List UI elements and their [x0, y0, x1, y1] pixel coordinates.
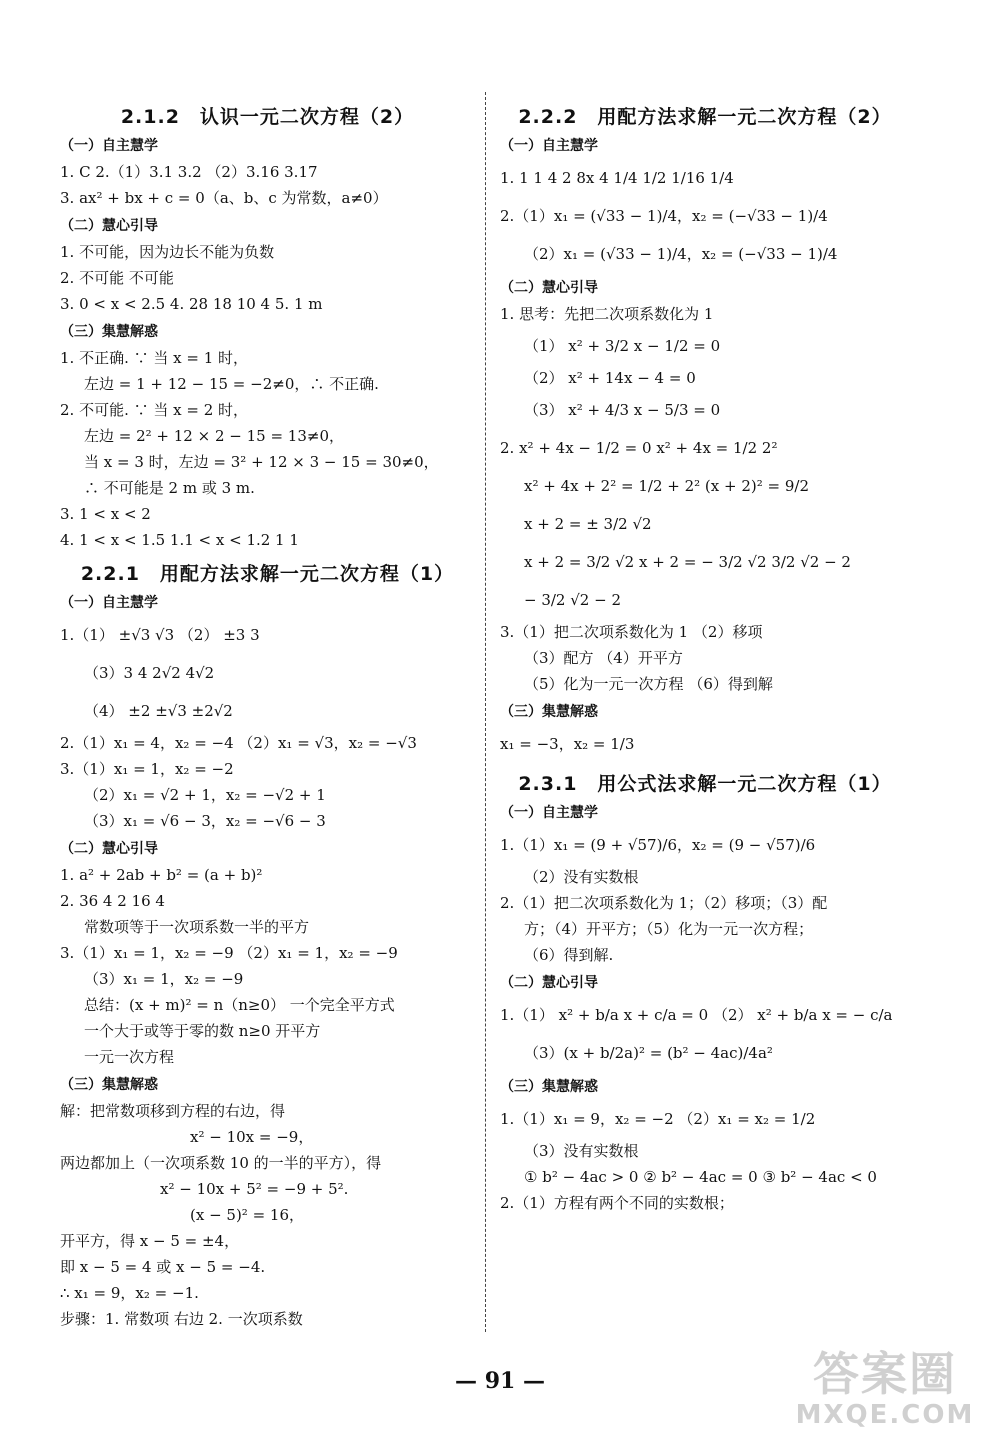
subsection-heading: （一）自主慧学	[60, 595, 158, 611]
answer-line: 3.（1）x₁ = 1，x₂ = −2	[60, 760, 234, 778]
subsection-heading: （一）自主慧学	[60, 138, 158, 154]
answer-line: 1. 不可能，因为边长不能为负数	[60, 243, 275, 261]
answer-line: 左边 = 2² + 12 × 2 − 15 = 13≠0，	[84, 427, 344, 445]
answer-line: 总结：(x + m)² = n（n≥0） 一个完全平方式	[84, 996, 395, 1014]
answer-line: 4. 1 < x < 1.5 1.1 < x < 1.2 1 1	[60, 531, 299, 549]
answer-line: 1.（1） x² + b/a x + c/a = 0 （2） x² + b/a x = − c/a	[500, 1006, 893, 1024]
answer-line: 1.（1）x₁ = 9，x₂ = −2 （2）x₁ = x₂ = 1/2	[500, 1110, 816, 1128]
subsection-heading: （二）慧心引导	[500, 280, 598, 296]
answer-line: 常数项等于一次项系数一半的平方	[84, 918, 310, 936]
subsection-heading: （二）慧心引导	[500, 975, 598, 991]
section-title: 2.1.2 认识一元二次方程（2）	[120, 106, 415, 128]
subsection-heading: （三）集慧解惑	[500, 704, 598, 720]
answer-line: （5）化为一元一次方程 （6）得到解	[524, 675, 773, 693]
answer-line: （4） ±2 ±√3 ±2√2	[84, 702, 233, 720]
answer-line: 解：把常数项移到方程的右边，得	[60, 1102, 286, 1120]
subsection-heading: （三）集慧解惑	[60, 324, 158, 340]
subsection-heading: （一）自主慧学	[500, 805, 598, 821]
answer-line: 1.（1）x₁ = (9 + √57)/6，x₂ = (9 − √57)/6	[500, 836, 816, 854]
left-column	[60, 96, 475, 1332]
answer-line: 1. 不正确. ∵ 当 x = 1 时，	[60, 349, 249, 367]
answer-line: 当 x = 3 时，左边 = 3² + 12 × 3 − 15 = 30≠0，	[84, 453, 439, 471]
subsection-heading: （二）慧心引导	[60, 218, 158, 234]
answer-line: （3）配方 （4）开平方	[524, 649, 683, 667]
answer-line: （3）x₁ = 1，x₂ = −9	[84, 970, 244, 988]
page-number: — 91 —	[455, 1368, 545, 1394]
answer-line: x + 2 = ± 3/2 √2	[524, 515, 652, 533]
section-title: 2.3.1 用公式法求解一元二次方程（1）	[518, 773, 892, 795]
answer-line: 1. a² + 2ab + b² = (a + b)²	[60, 866, 263, 884]
answer-line: ∴ 不可能是 2 m 或 3 m.	[84, 479, 255, 497]
answer-line: （3）3 4 2√2 4√2	[84, 664, 215, 682]
subsection-heading: （一）自主慧学	[500, 138, 598, 154]
answer-line: 1. C 2.（1）3.1 3.2 （2）3.16 3.17	[60, 163, 318, 181]
answer-line: 1. 思考：先把二次项系数化为 1	[500, 305, 714, 323]
answer-line: （2） x² + 14x − 4 = 0	[524, 369, 696, 387]
answer-line: （3）x₁ = √6 − 3，x₂ = −√6 − 3	[84, 812, 326, 830]
answer-line: 2.（1）x₁ = 4，x₂ = −4 （2）x₁ = √3，x₂ = −√3	[60, 734, 417, 752]
answer-line: （2）x₁ = √2 + 1，x₂ = −√2 + 1	[84, 786, 326, 804]
watermark-mark: 答案圈	[813, 1347, 957, 1401]
watermark-logo	[790, 1348, 980, 1438]
answer-line: (x − 5)² = 16，	[190, 1206, 305, 1224]
answer-line: （6）得到解.	[524, 946, 614, 964]
answer-line: （3）(x + b/2a)² = (b² − 4ac)/4a²	[524, 1044, 773, 1062]
answer-line: （2）没有实数根	[524, 868, 639, 886]
section-title: 2.2.1 用配方法求解一元二次方程（1）	[80, 563, 455, 585]
answer-line: 即 x − 5 = 4 或 x − 5 = −4.	[60, 1258, 266, 1276]
answer-line: 2. 36 4 2 16 4	[60, 892, 165, 910]
answer-line: 步骤：1. 常数项 右边 2. 一次项系数	[60, 1310, 303, 1328]
answer-line: ① b² − 4ac > 0 ② b² − 4ac = 0 ③ b² − 4ac < 0	[524, 1168, 877, 1186]
answer-line: 2.（1）x₁ = (√33 − 1)/4，x₂ = (−√33 − 1)/4	[500, 207, 828, 225]
answer-line: 2. 不可能 不可能	[60, 269, 174, 287]
answer-line: 1.（1） ±√3 √3 （2） ±3 3	[60, 626, 260, 644]
answer-line: 2.（1）把二次项系数化为 1；（2）移项；（3）配	[500, 894, 828, 912]
answer-line: （3） x² + 4/3 x − 5/3 = 0	[524, 401, 721, 419]
answer-line: （2）x₁ = (√33 − 1)/4，x₂ = (−√33 − 1)/4	[524, 245, 838, 263]
answer-line: 3.（1）x₁ = 1，x₂ = −9 （2）x₁ = 1，x₂ = −9	[60, 944, 398, 962]
answer-line: 3. 0 < x < 2.5 4. 28 18 10 4 5. 1 m	[60, 295, 323, 313]
subsection-heading: （三）集慧解惑	[500, 1079, 598, 1095]
answer-line: 一元一次方程	[84, 1048, 175, 1066]
answer-line: 两边都加上（一次项系数 10 的一半的平方），得	[60, 1154, 382, 1172]
answer-line: （3）没有实数根	[524, 1142, 639, 1160]
subsection-heading: （三）集慧解惑	[60, 1077, 158, 1093]
answer-line: x₁ = −3，x₂ = 1/3	[500, 735, 635, 753]
answer-line: 2. 不可能. ∵ 当 x = 2 时，	[60, 401, 249, 419]
answer-line: x² − 10x = −9，	[190, 1128, 314, 1146]
answer-line: x² − 10x + 5² = −9 + 5².	[160, 1180, 349, 1198]
answer-line: − 3/2 √2 − 2	[524, 591, 621, 609]
watermark-url: MXQE.COM	[795, 1400, 975, 1430]
answer-line: 3. 1 < x < 2	[60, 505, 151, 523]
answer-line: 1. 1 1 4 2 8x 4 1/4 1/2 1/16 1/4	[500, 169, 734, 187]
answer-line: x² + 4x + 2² = 1/2 + 2² (x + 2)² = 9/2	[524, 477, 809, 495]
answer-line: 2.（1）方程有两个不同的实数根；	[500, 1194, 734, 1212]
section-title: 2.2.2 用配方法求解一元二次方程（2）	[518, 106, 892, 128]
answer-line: 方；（4）开平方；（5）化为一元一次方程；	[524, 920, 814, 938]
answer-line: ∴ x₁ = 9，x₂ = −1.	[60, 1284, 199, 1302]
answer-line: 开平方，得 x − 5 = ±4，	[60, 1232, 240, 1250]
answer-line: 左边 = 1 + 12 − 15 = −2≠0，∴ 不正确.	[84, 375, 379, 393]
column-divider	[485, 92, 486, 1332]
answer-line: 3. ax² + bx + c = 0（a、b、c 为常数，a≠0）	[60, 189, 388, 207]
right-column	[500, 96, 910, 1216]
answer-line: 2. x² + 4x − 1/2 = 0 x² + 4x = 1/2 2²	[500, 439, 778, 457]
answer-line: x + 2 = 3/2 √2 x + 2 = − 3/2 √2 3/2 √2 − 2	[524, 553, 851, 571]
subsection-heading: （二）慧心引导	[60, 841, 158, 857]
answer-line: 一个大于或等于零的数 n≥0 开平方	[84, 1022, 321, 1040]
answer-line: （1） x² + 3/2 x − 1/2 = 0	[524, 337, 721, 355]
answer-line: 3.（1）把二次项系数化为 1 （2）移项	[500, 623, 763, 641]
